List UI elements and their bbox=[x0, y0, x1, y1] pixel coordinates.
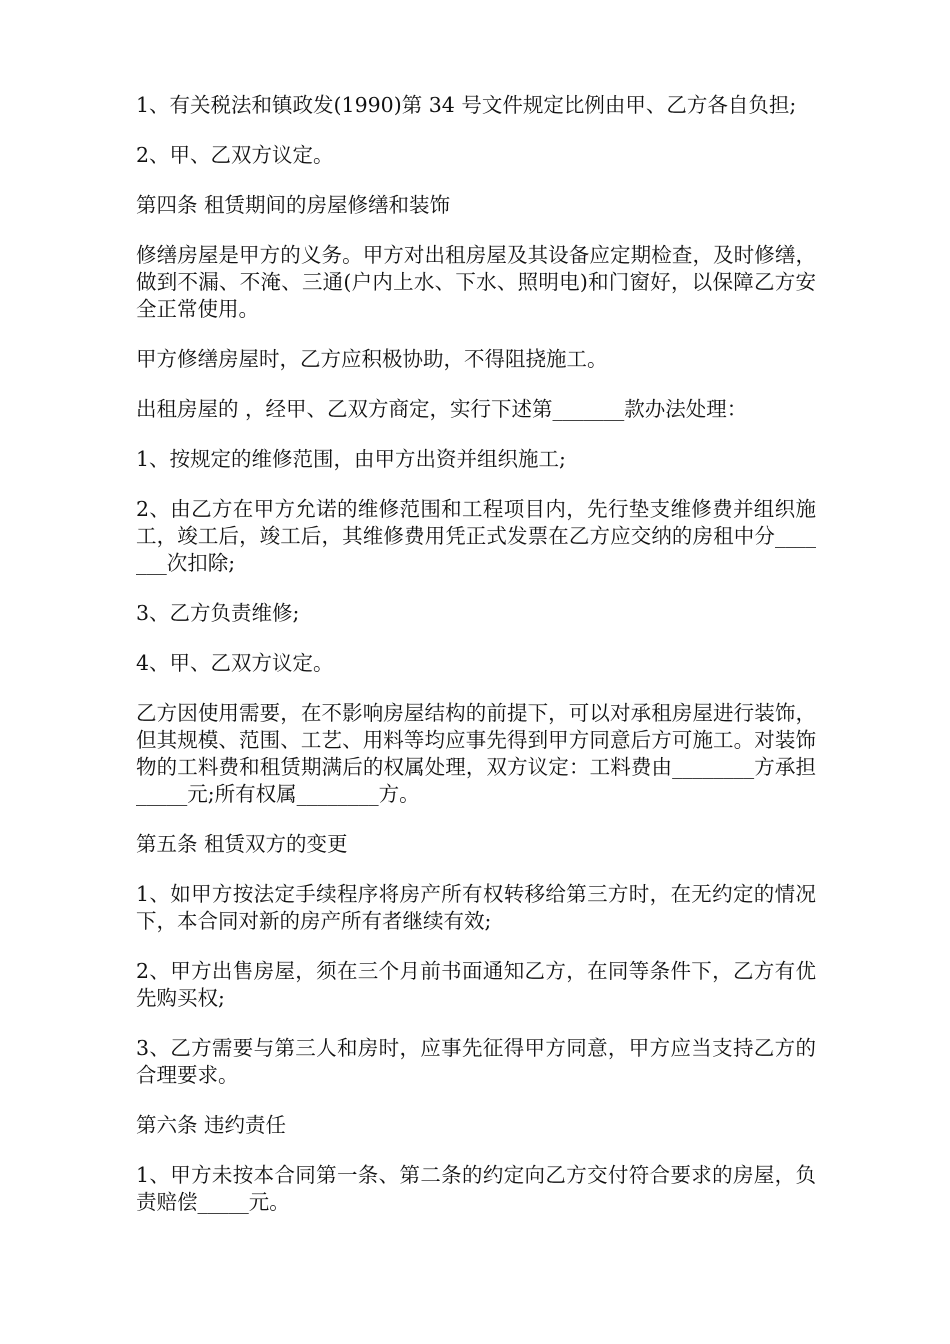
section-heading-article-4: 第四条 租赁期间的房屋修缮和装饰 bbox=[136, 193, 451, 217]
paragraph-tax-agreed: 2、甲、乙双方议定。 bbox=[136, 143, 334, 167]
paragraph-repair-option-1: 1、按规定的维修范围，由甲方出资并组织施工; bbox=[136, 447, 566, 471]
paragraph-repair-duty: 修缮房屋是甲方的义务。甲方对出租房屋及其设备应定期检查，及时修缮，做到不漏、不淹、三通(户内上水、下水、照明电)和门窗好，以保障乙方安全正常使用。 bbox=[136, 243, 816, 321]
paragraph-change-1: 1、如甲方按法定手续程序将房产所有权转移给第三方时，在无约定的情况下，本合同对新的房产所有者继续有效; bbox=[136, 882, 816, 933]
section-heading-article-5: 第五条 租赁双方的变更 bbox=[136, 832, 348, 856]
paragraph-change-2: 2、甲方出售房屋，须在三个月前书面通知乙方，在同等条件下，乙方有优先购买权; bbox=[136, 959, 816, 1010]
document-page bbox=[136, 92, 816, 1239]
paragraph-decoration: 乙方因使用需要，在不影响房屋结构的前提下，可以对承租房屋进行装饰，但其规模、范围、工艺、用料等均应事先得到甲方同意后方可施工。对装饰物的工料费和租赁期满后的权属处理，双方议定：工料费由________方承担_____元;所有权属________方。 bbox=[136, 701, 816, 806]
paragraph-repair-option-2: 2、由乙方在甲方允诺的维修范围和工程项目内，先行垫支维修费并组织施工，竣工后，竣工后，其维修费用凭正式发票在乙方应交纳的房租中分_______次扣除; bbox=[136, 497, 816, 575]
paragraph-repair-method: 出租房屋的 ，经甲、乙双方商定，实行下述第_______款办法处理： bbox=[136, 397, 748, 421]
paragraph-repair-cooperation: 甲方修缮房屋时，乙方应积极协助，不得阻挠施工。 bbox=[136, 347, 608, 371]
paragraph-liability-1: 1、甲方未按本合同第一条、第二条的约定向乙方交付符合要求的房屋，负责赔偿_____元。 bbox=[136, 1163, 816, 1214]
paragraph-repair-option-3: 3、乙方负责维修; bbox=[136, 601, 300, 625]
paragraph-repair-option-4: 4、甲、乙双方议定。 bbox=[136, 651, 334, 675]
section-heading-article-6: 第六条 违约责任 bbox=[136, 1113, 287, 1137]
paragraph-tax-ratio: 1、有关税法和镇政发(1990)第 34 号文件规定比例由甲、乙方各自负担; bbox=[136, 93, 797, 117]
paragraph-change-3: 3、乙方需要与第三人和房时，应事先征得甲方同意，甲方应当支持乙方的合理要求。 bbox=[136, 1036, 816, 1087]
